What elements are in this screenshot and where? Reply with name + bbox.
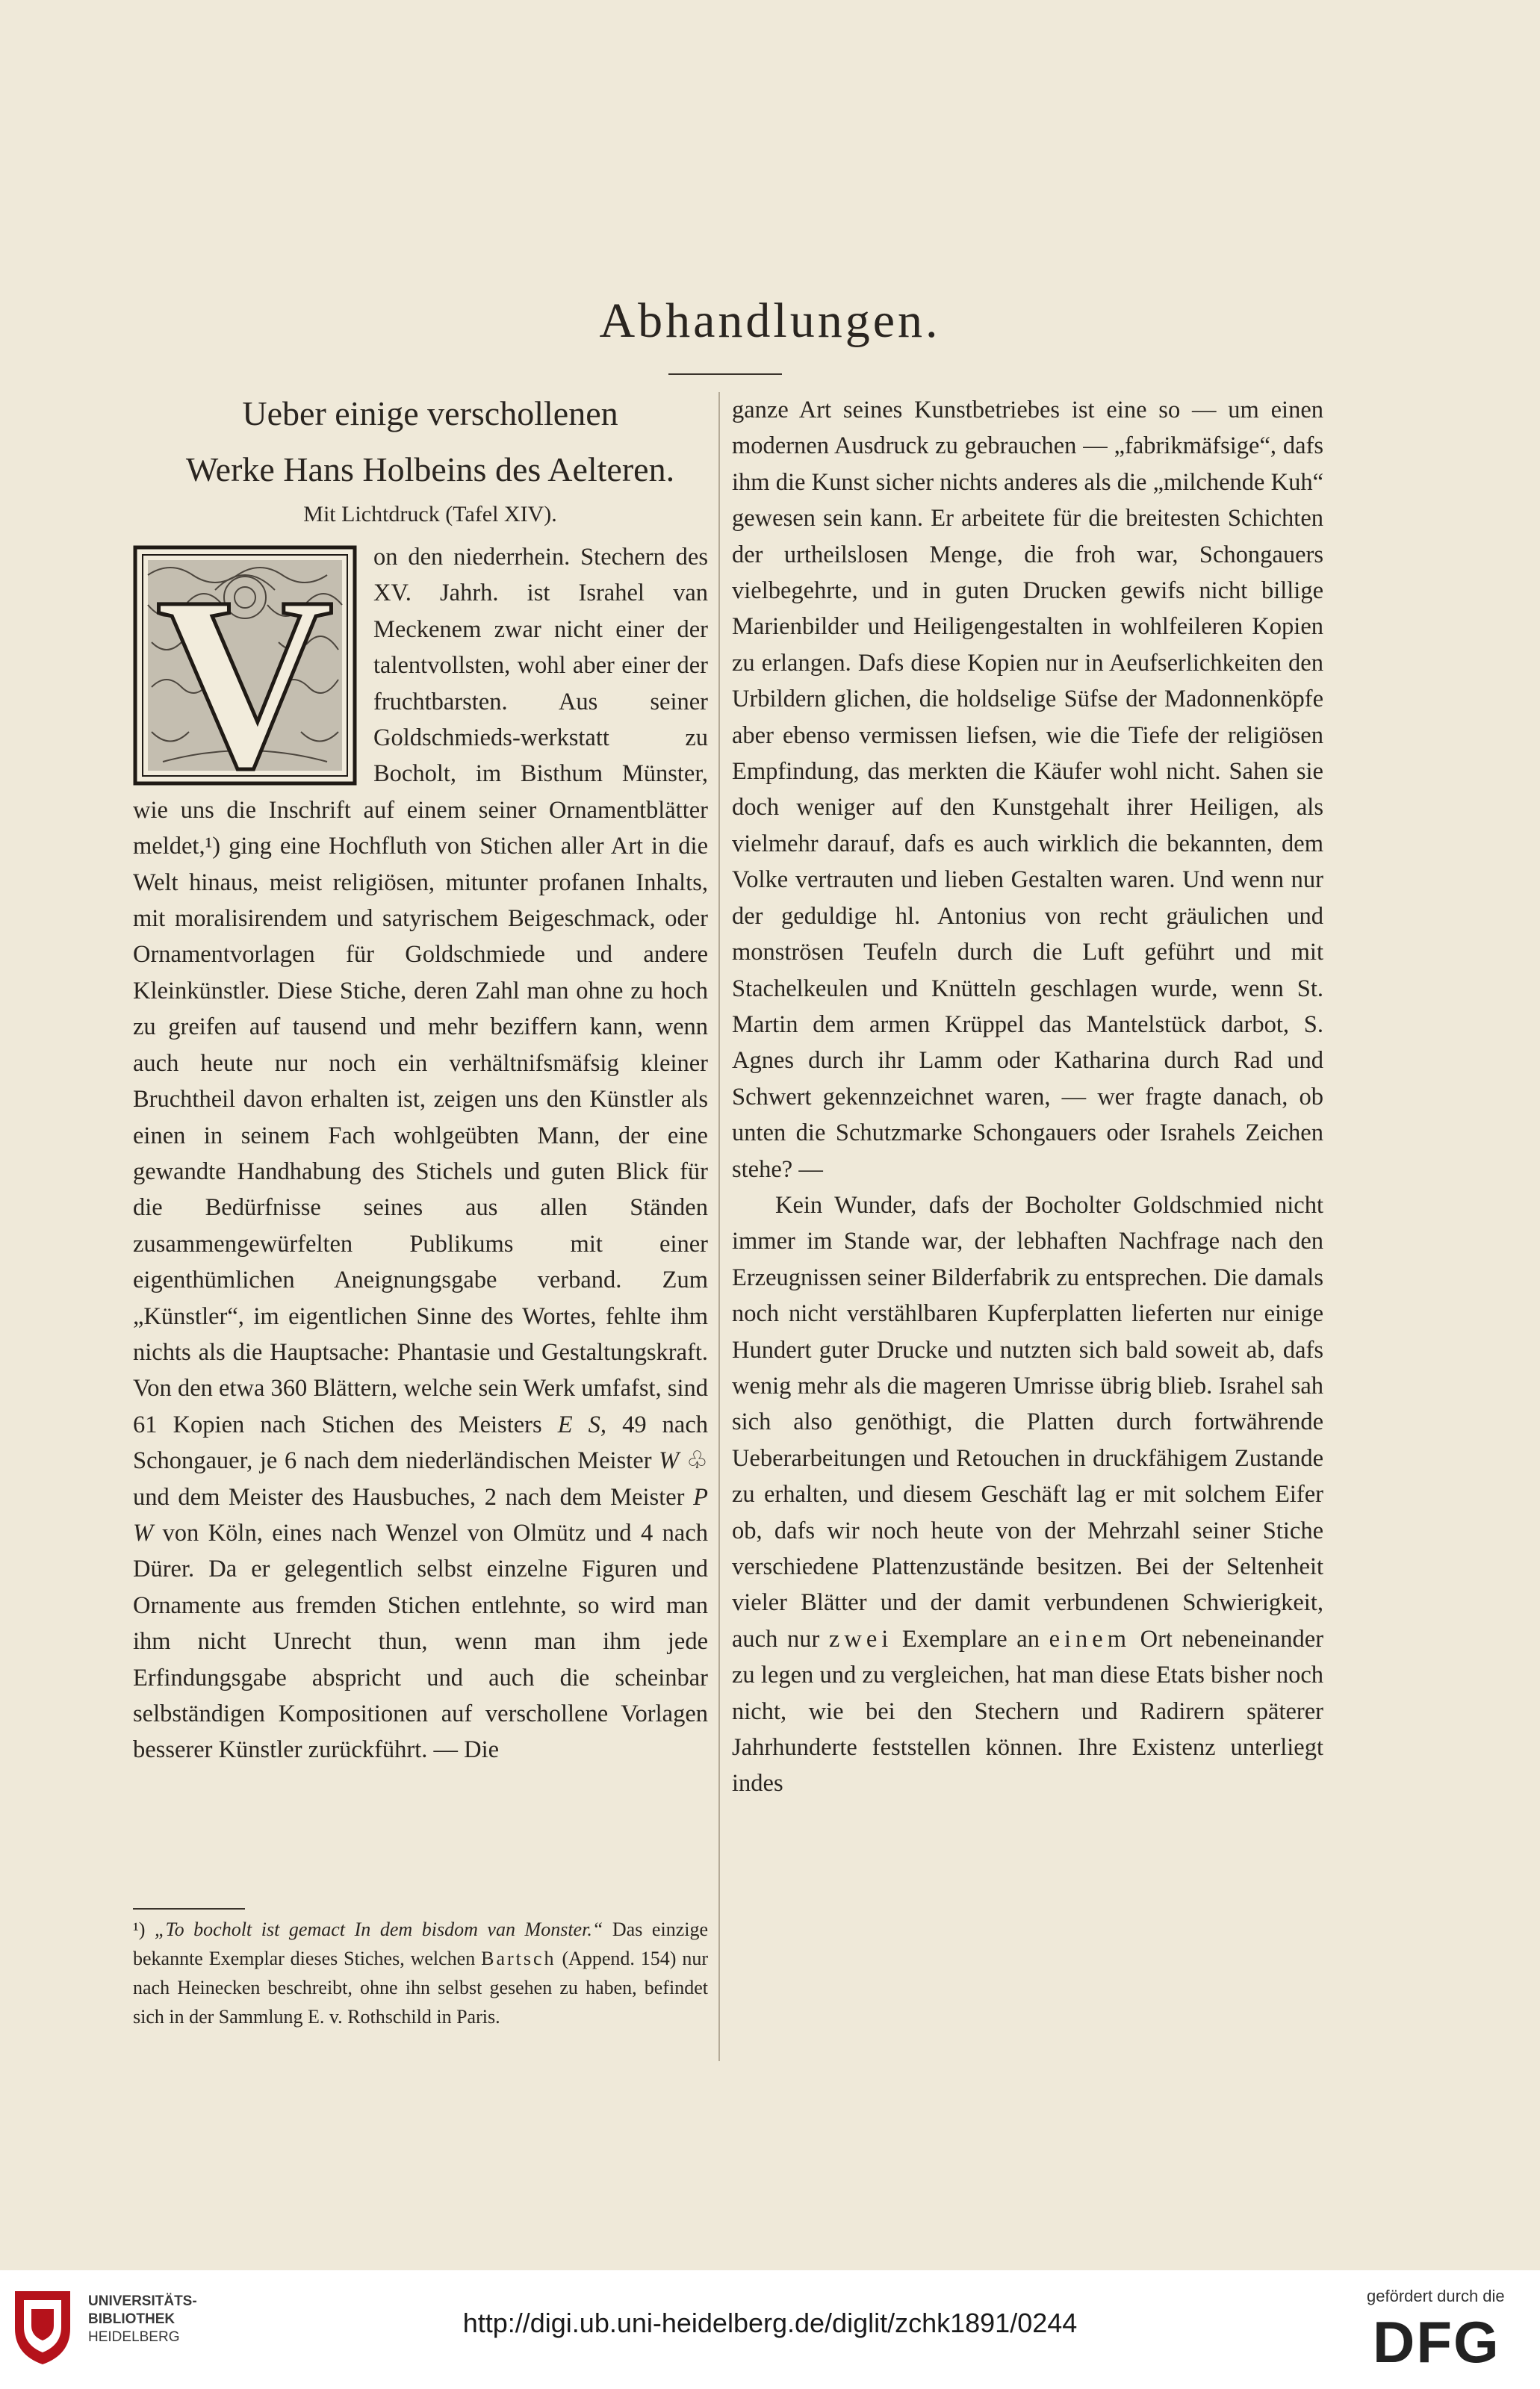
- left-paragraph-1c: und dem Meister des Hausbuches, 2 nach dem Meister: [133, 1483, 685, 1511]
- right-paragraph-2b: Exemplare an: [901, 1625, 1040, 1653]
- library-line-2: BIBLIOTHEK: [88, 2311, 176, 2327]
- footnote-text-b: (Append. 154) nur nach Heinecken beschreibt, ohne ihn selbst gesehen zu haben, befindet sich in der Sammlung E. v. Rothschild in Paris.: [133, 1948, 709, 2028]
- article-title-line1: Ueber einige verschollenen: [242, 394, 618, 432]
- footnote-divider: [133, 1908, 245, 1910]
- footnote-author: Bartsch: [481, 1948, 556, 1969]
- master-w: W ♧: [659, 1447, 708, 1475]
- dfg-logo: DFG: [1373, 2309, 1500, 2375]
- master-pw: P W: [133, 1483, 708, 1547]
- left-paragraph-1: on den niederrhein. Stechern des XV. Jahrh. ist Israhel van Meckenem zwar nicht einer der talentvollsten, wohl aber einer der fruchtbarsten. Aus seiner Goldschmieds-werkstatt zu Bocholt, im Bisthum Münster, wie uns die Inschrift auf einem seiner Ornamentblätter meldet,¹) ging eine Hochfluth von Stichen aller Art in die Welt hinaus, meist religiösen, mitunter profanen Inhalts, mit moralisirendem und satyrischem Beigeschmack, oder Ornamentvorlagen für Goldschmiede und andere Kleinkünstler. Diese Stiche, deren Zahl man ohne zu hoch zu greifen auf tausend und mehr beziffern kann, wenn auch heute nur noch ein verhältnifsmäfsig kleiner Bruchtheil davon erhalten ist, zeigen uns den Künstler als einen in seinem Fach wohlgeübten Mann, der eine gewandte Handhabung des Stichels und guten Blick für die Bedürfnisse seines aus allen Ständen zusammengewürfelten Publikums mit einer eigenthümlichen Aneignungsgabe verband. Zum „Künstler“, im eigentlichen Sinne des Wortes, fehlte ihm nichts als die Hauptsache: Phantasie und Gestaltungskraft. Von den etwa 360 Blättern, welche sein Werk umfafst, sind 61 Kopien nach Stichen des Meisters: [133, 544, 708, 1438]
- footnote: [133, 1915, 708, 2031]
- left-paragraph-1d: von Köln, eines nach Wenzel von Olmütz und 4 nach Dürer. Da er gelegentlich selbst einzelne Figuren und Ornamente aus fremden Stichen entlehnte, so wird man ihm nicht Unrecht thun, wenn man ihm jede Erfindungsgabe abspricht und auch die scheinbar selbständigen Kompositionen auf verschollene Vorlagen besserer Künstler zurückführt. — Die: [133, 1519, 708, 1764]
- funding-label: gefördert durch die: [1367, 2287, 1505, 2305]
- footnote-quote: „To bocholt ist gemact In dem bisdom van Monster.“: [155, 1919, 603, 1940]
- left-paragraph-1b: 49 nach Schongauer, je 6 nach dem niederländischen Meister: [133, 1411, 709, 1475]
- spaced-word-zwei: zwei: [828, 1625, 893, 1653]
- library-line-1: UNIVERSITÄTS-: [88, 2293, 197, 2309]
- title-divider: [668, 373, 782, 375]
- dropcap-ornament: [133, 545, 357, 786]
- spaced-word-einem: einem: [1049, 1625, 1131, 1653]
- right-paragraph-1: ganze Art seines Kunstbetriebes ist eine so — um einen modernen Ausdruck zu gebrauchen — „fabrikmäfsige“, dafs ihm die Kunst sicher nichts anderes als die „milchende Kuh“ gewesen sein kann. Er arbeitete für die breitesten Schichten der urtheilslosen Menge, die froh war, Schongauers vielbegehrte, und in guten Drucken gewifs nicht billige Marienbilder und Heiligengestalten in wohlfeileren Kopien zu erlangen. Dafs diese Kopien nur in Aeufserlichkeiten den Urbildern glichen, die holdselige Süfse der Madonnenköpfe aber ebenso vermissen liefsen, wie die Tiefe der religiösen Empfindung, das merkten die Käufer wohl nicht. Sahen sie doch weniger auf den Kunstgehalt ihrer Heiligen, als vielmehr darauf, dafs es auch wirklich die bekannten, dem Volke vertrauten und lieben Gestalten waren. Und wenn nur der geduldige hl. Antonius von recht gräulichen und monströsen Teufeln durch die Luft geführt und mit Stachelkeulen und Knütteln geschlagen wurde, wenn St. Martin dem armen Krüppel das Mantelstück darbot, S. Agnes durch ihr Lamm oder Katharina durch Rad und Schwert gekennzeichnet waren, — wer fragte danach, ob unten die Schutzmarke Schongauers oder Israhels Zeichen stehe? —: [732, 397, 1323, 1183]
- dropcap-letter: V: [155, 547, 335, 786]
- article-title-line2: Werke Hans Holbeins des Aelteren.: [185, 450, 675, 488]
- footnote-text-a: Das einzige bekannte Exemplar dieses Stiches, welchen: [133, 1919, 708, 1969]
- footnote-marker: ¹): [133, 1919, 146, 1940]
- left-column: [133, 539, 708, 1768]
- section-title: Abhandlungen.: [599, 293, 941, 348]
- library-line-3: HEIDELBERG: [88, 2329, 180, 2345]
- column-divider: [718, 392, 720, 2061]
- source-url-link[interactable]: http://digi.ub.uni-heidelberg.de/diglit/zchk1891/0244: [462, 2308, 1078, 2338]
- right-paragraph-2a: Kein Wunder, dafs der Bocholter Goldschmied nicht immer im Stande war, der lebhaften Nachfrage nach den Erzeugnissen seiner Bilderfabrik zu entsprechen. Die damals noch nicht verstählbaren Kupferplatten lieferten nur einige Hundert guter Drucke und nutzten sich bald soweit ab, dafs wenig mehr als die mageren Umrisse übrig blieb. Israhel sah sich also genöthigt, die Platten durch fortwährende Ueberarbeitungen und Retouchen in druckfähigem Zustande zu erhalten, und diesem Geschäft lag er mit solchem Eifer ob, dafs wir noch heute von der Mehrzahl seiner Stiche verschiedene Plattenzustände besitzen. Bei der Seltenheit vieler Blätter und der damit verbundenen Schwierigkeit, auch nur: [732, 1191, 1323, 1653]
- right-paragraph-2: [732, 1187, 1323, 1802]
- right-paragraph-2c: Ort nebeneinander zu legen und zu vergleichen, hat man diese Etats bisher noch nicht, wie bei den Stechern und Radirern späterer Jahrhunderte feststellen können. Ihre Existenz unterliegt indes: [732, 1625, 1324, 1798]
- master-es: E S,: [557, 1411, 607, 1438]
- right-column: [732, 392, 1323, 1802]
- article-subtitle: Mit Lichtdruck (Tafel XIV).: [303, 502, 557, 526]
